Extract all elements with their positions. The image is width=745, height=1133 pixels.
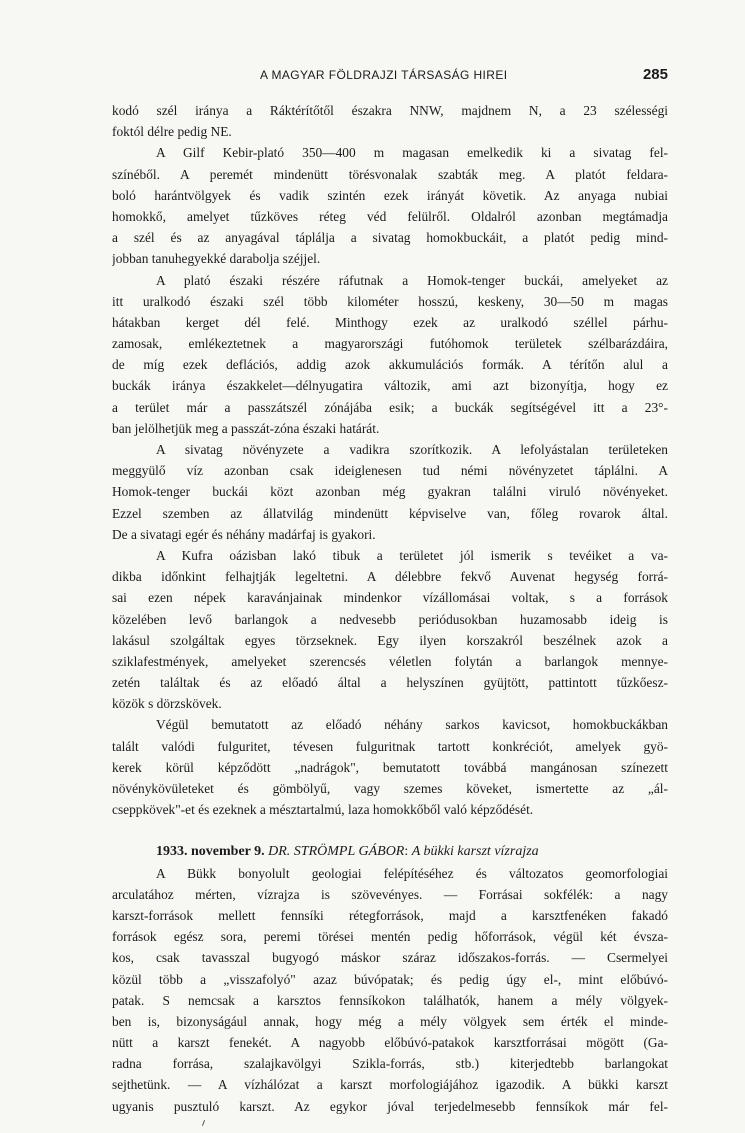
text-line: kos, csak tavasszal bugyogó máskor száraz időszakos-forrás. — Csermelyei — [112, 950, 668, 966]
text-line: zamosak, emlékeztetnek a magyarországi futóhomok területek szélbarázdáira, — [112, 336, 668, 352]
text-line: Ezzel szemben az állatvilág mindenütt képviselve van, főleg rovarok által. — [112, 505, 668, 521]
page-header — [112, 66, 668, 83]
text-line: A sivatag növényzete a vadikra szorítkozik. A lefolyástalan területeken — [156, 442, 668, 457]
text-line: A Gilf Kebir-plató 350—400 m magasan emelkedik ki a sivatag fel- — [156, 145, 668, 161]
text-line: a terület már a passzátszél zónájába esik; a buckák segítségével itt a 23°- — [112, 399, 668, 415]
text-line: közelében levő barlangok a nedvesebb periódusokban huzamosabb ideig is — [112, 611, 668, 627]
heading-separator: : — [404, 844, 409, 860]
text-line: A plató északi részére ráfutnak a Homok-tenger buckái, amelyeket az — [156, 272, 668, 288]
text-line: a szél és az anyagával táplálja a sivatag homokbuckáit, a platót pedig mind- — [112, 230, 668, 246]
text-line: foktól délre pedig NE. — [112, 124, 232, 140]
article-continuation — [112, 100, 668, 820]
text-line: kodó szél iránya a Ráktérítőtől északra NNW, majdnem N, a 23 szélességi — [112, 103, 668, 118]
running-head: A MAGYAR FÖLDRAJZI TÁRSASÁG HIREI — [260, 68, 508, 82]
text-line: közök s dörzskövek. — [112, 696, 222, 712]
text-line: lakásul szolgáltak egyes törzseknek. Egy ilyen korszakról beszélnek azok a — [112, 632, 668, 648]
text-line: talált valódi fulguritet, tévesen fulguritnak tartott konkréciót, amelyek gyö- — [112, 738, 668, 754]
text-line: jobban tanuhegyekké darabolja széjjel. — [112, 251, 321, 267]
text-line: növénykövületeket és gömbölyű, vagy szemes köveket, ismertette az „ál- — [112, 781, 668, 796]
text-line: Homok-tenger buckái közt azonban még gyakran találni viruló növényeket. — [112, 484, 668, 500]
text-line: Végül bemutatott az előadó néhány sarkos kavicsot, homokbuckákban — [156, 717, 668, 733]
text-line: karszt-források mellett fennsíki rétegforrások, majd a karsztfenéken fakadó — [112, 907, 668, 923]
section-heading — [112, 841, 668, 862]
lecture-summary — [112, 863, 668, 1117]
text-line: meggyülő víz azonban csak ideiglenesen tud némi növényzetet táplálni. A — [112, 463, 668, 479]
lecture-author: DR. STRÖMPL GÁBOR — [268, 844, 405, 860]
lecture-title: A bükki karszt vízrajza — [411, 844, 539, 860]
text-line: homokkő, amelyet tűzköves réteg véd felülről. Oldalról azonban megtámadja — [112, 208, 668, 224]
text-line: zetén találtak és az előadó által a helyszínen gyüjtött, pattintott tűzkőesz- — [112, 675, 668, 691]
text-line: de míg ezek deflációs, addig azok akkumulációs formák. A térítőn alul a — [112, 357, 668, 373]
page-number: 285 — [642, 66, 668, 83]
text-line: ben is, bizonyságául annak, hogy még a mély völgyek sem érték el minde- — [112, 1013, 668, 1029]
text-line: arculatához mérten, vízrajza is szövevényes. — Forrásai sokfélék: a nagy — [112, 886, 668, 902]
text-line: cseppkövek"-et és ezeknek a mésztartalmú, laza homokkőből való képződését. — [112, 802, 534, 818]
text-line: A Kufra oázisban lakó tibuk a területet jól ismerik s tevéiket a va- — [156, 547, 668, 563]
text-line: nütt a karszt fenekét. A nagyobb előbúvó-patakok karsztforrásai mögött (Ga- — [112, 1035, 668, 1051]
body-text — [112, 100, 668, 1117]
text-line: boló harántvölgyek és vadik szintén ezek irányát követik. Az anyaga nubiai — [112, 187, 668, 203]
text-line: A Bükk bonyolult geologiai felépítéséhez és változatos geomorfologiai — [156, 865, 668, 881]
text-line: itt uralkodó északi szél több kilométer hosszú, keskeny, 30—50 m magas — [112, 293, 668, 309]
text-line: De a sivatagi egér és néhány madárfaj is gyakori. — [112, 526, 376, 542]
text-line: ugyanis pusztuló karszt. Az egykor jóval terjedelmesebb fennsíkok már fel- — [112, 1098, 668, 1114]
text-line: közül több a „visszafolyó" azaz búvópatak; és pedig úgy el-, mint előbúvó- — [112, 971, 668, 987]
text-line: hátakban kerget dél felé. Minthogy ezek az uralkodó széllel párhu- — [112, 314, 668, 330]
lecture-date: 1933. november 9. — [156, 844, 265, 860]
text-line: ban jelölhetjük meg a passzát-zóna északi határát. — [112, 420, 380, 436]
stray-mark — [202, 1120, 205, 1126]
text-line: színéből. A peremét mindenütt törésvonalak szabták meg. A platót feldara- — [112, 166, 668, 182]
text-line: radna forrása, szalajkavölgyi Szikla-forrás, stb.) kiterjedtebb barlangokat — [112, 1056, 668, 1072]
text-line: buckák iránya északkelet—délnyugatira változik, ami azt bizonyítja, hogy ez — [112, 378, 668, 394]
text-line: sziklafestmények, amelyeket szerencsés véletlen folytán a barlangok mennye- — [112, 653, 668, 669]
text-line: források egész sora, peremi törései mentén pedig hőforrások, végül két évsza- — [112, 929, 668, 945]
text-line: sai ezen népek karavánjainak mindenkor vízállomásai voltak, s a források — [112, 590, 668, 606]
text-line: sejthetünk. — A vízhálózat a karszt morfologiájához igazodik. A bükki karszt — [112, 1077, 668, 1093]
text-line: dikba időnkint felhajtják legeltetni. A délebbre fekvő Auvenat hegység forrá- — [112, 569, 668, 585]
text-line: kerek körül képződött „nadrágok", bemutatott továbbá mangánosan színezett — [112, 759, 668, 775]
text-line: patak. S nemcsak a karsztos fennsíkokon találhatók, hanem a mély völgyek- — [112, 992, 668, 1008]
